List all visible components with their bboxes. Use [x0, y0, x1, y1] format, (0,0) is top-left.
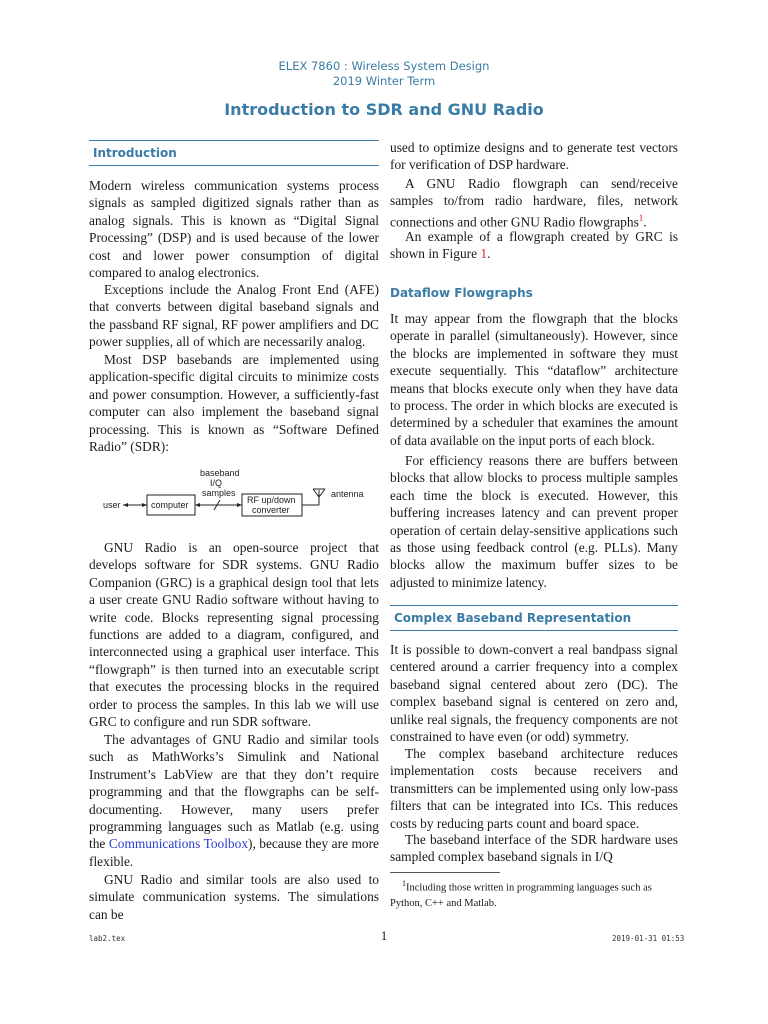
advantages-text-b: ), because they are more flexible. — [89, 836, 379, 869]
diagram-iq-label: I/Q — [210, 478, 223, 488]
paragraph-advantages — [89, 731, 379, 870]
diagram-rf-label-1: RF up/down — [247, 495, 296, 505]
paragraph-dsp-basebands: Most DSP basebands are implemented using application-specific digital circuits to minimize costs and power consumption. However, a sufficiently-fast computer can also implement the baseband signal processing. This is known as “Software Defined Radio” (SDR): — [89, 352, 379, 455]
diagram-user-label: user — [103, 500, 121, 510]
example-text: An example of a flowgraph created by GRC is shown in Figure — [390, 229, 678, 262]
paragraph-baseband-interface: The baseband interface of the SDR hardware uses sampled complex baseband signals in I/Q — [390, 832, 678, 865]
paragraph-simulation: GNU Radio and similar tools are also used to simulate communication systems. The simulations can be — [89, 872, 379, 922]
example-end: . — [487, 246, 491, 262]
footnote-1 — [390, 876, 680, 911]
communications-toolbox-link[interactable]: Communications Toolbox — [108, 836, 249, 852]
paragraph-example — [390, 228, 678, 263]
paragraph-optimize: used to optimize designs and to generate test vectors for verification of DSP hardware. — [390, 140, 678, 173]
paragraph-efficiency: For efficiency reasons there are buffers between blocks that allow blocks to process multiple samples each time the block is executed. However, this buffering increases latency and can prevent proper operation of certain delay-sensitive applications such as those using feedback control (e.g. PLLs). Many blocks allow the maximum buffer sizes to be adjusted to minimize latency. — [390, 453, 678, 590]
flowgraph-io-text: A GNU Radio flowgraph can send/receive samples to/from radio hardware, files, network connections and other GNU Radio flowgraphs — [390, 176, 678, 230]
sdr-block-diagram — [100, 466, 380, 522]
footnote-text: Including those written in programming languages such as Python, C++ and Matlab. — [390, 882, 652, 909]
section-introduction-heading: Introduction — [89, 140, 379, 166]
arrow-left-computer — [195, 503, 200, 507]
footer-timestamp: 2019-01-31 01:53 — [612, 934, 685, 943]
diagram-baseband-label: baseband — [200, 468, 240, 478]
arrow-left-user — [123, 503, 128, 507]
diagram-rf-label-2: converter — [252, 505, 290, 515]
page-number: 1 — [380, 928, 388, 943]
arrow-right-rf — [237, 503, 242, 507]
arrow-right-computer — [142, 503, 147, 507]
term-header: 2019 Winter Term — [332, 74, 436, 88]
page-title: Introduction to SDR and GNU Radio — [224, 100, 544, 119]
paragraph-dataflow: It may appear from the flowgraph that the blocks operate in parallel (simultaneously). However, since the blocks are implemented in software they must execute sequentially. This “dataflow” architecture means that blocks execute only when they have data to process. The order in which blocks are executed is determined by a scheduler that examines the amount of data available on the input ports of each block. — [390, 311, 678, 448]
footnote-mark-1[interactable]: 1 — [638, 212, 644, 223]
paragraph-downconvert: It is possible to down-convert a real bandpass signal centered around a carrier frequency into a complex baseband signal centered about zero (DC). The complex baseband signal is centered on zero and, unlike real signals, the frequency components are not constrained to have even (or odd) symmetry. — [390, 642, 678, 745]
advantages-text-a: The advantages of GNU Radio and similar tools such as MathWorks’s Simulink and National Instrument’s LabView are that they don’t require programming and that the flowgraphs can be self-documenting. However, many users prefer programming languages such as Matlab (e.g. using the — [89, 732, 379, 852]
paragraph-modern-wireless: Modern wireless communication systems process signals as sampled digitized signals rather than as analog signals. This is known as “Digital Signal Processing” (DSP) and is used because of the lower cost and lower power consumption of digital compared to analog electronics. — [89, 178, 379, 281]
paragraph-exceptions: Exceptions include the Analog Front End (AFE) that converts between digital baseband signals and the passband RF signal, RF power amplifiers and DC power supplies, all of which are necessarily analog. — [89, 282, 379, 350]
section-dataflow-heading: Dataflow Flowgraphs — [390, 286, 533, 300]
footer-filename: lab2.tex — [89, 934, 126, 943]
section-complex-baseband-heading: Complex Baseband Representation — [390, 605, 678, 631]
diagram-samples-label: samples — [202, 488, 236, 498]
paragraph-flowgraph-io — [390, 175, 678, 231]
course-header: ELEX 7860 : Wireless System Design — [278, 59, 490, 73]
diagram-antenna-label: antenna — [331, 489, 364, 499]
figure-ref-link[interactable]: 1 — [480, 246, 488, 262]
footnote-rule — [390, 872, 500, 873]
diagram-computer-label: computer — [151, 500, 189, 510]
paragraph-complex-costs: The complex baseband architecture reduces implementation costs because receivers and transmitters can be implemented using only low-pass filters that can be integrated into ICs. This reduces costs by reducing parts count and board space. — [390, 746, 678, 831]
paragraph-gnu-radio: GNU Radio is an open-source project that develops software for SDR systems. GNU Radio Companion (GRC) is a graphical design tool that lets a user create GNU Radio software without having to write code. Blocks representing signal processing functions are added to a diagram, configured, and interconnected using a graphical user interface. This “flowgraph” is then turned into an executable script that executes the processing blocks in the required order to process the samples. In this lab we will use GRC to configure and run SDR software. — [89, 540, 379, 730]
flowgraph-io-end: . — [643, 214, 647, 230]
footnote-number: 1 — [402, 879, 406, 888]
